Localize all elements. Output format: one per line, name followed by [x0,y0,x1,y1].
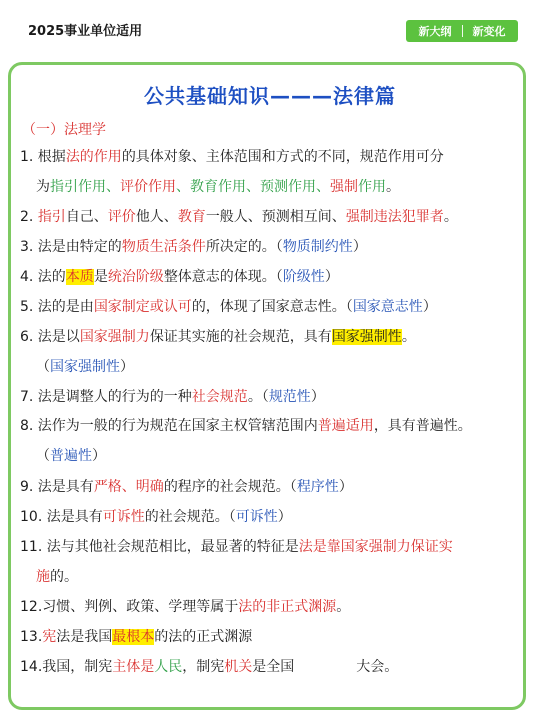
list-item-8-cont [36,446,540,466]
text: 的程序的社会规范。（ [163,479,297,495]
keyword: 教育作用 [190,179,246,195]
text: 、 [246,179,260,195]
header-tag-right: 新变化 [472,25,506,38]
text: 2. [20,209,38,225]
text: ） [422,299,437,315]
keyword: 严格、明确 [93,479,164,495]
keyword: 评价 [107,209,136,225]
list-item-9 [20,477,536,497]
text: 所决定的。（ [205,239,283,255]
text: 3. 法是由特定的 [20,239,122,255]
keyword: 国家强制力 [79,329,150,345]
text: 8. 法作为一般的行为规范在国家主权管辖范围内 [20,418,318,434]
text: ，具有普遍性。 [373,418,472,434]
list-item-7 [20,387,536,407]
keyword: 指引 [37,209,66,225]
keyword: 宪 [42,629,57,645]
text: 13. [20,629,43,645]
list-item-12 [20,597,536,617]
page-title: 公共基础知识———法律篇 [144,84,396,108]
list-item-1-cont [36,177,540,197]
text: ） [92,448,106,464]
keyword: 国家制定或认可 [93,299,192,315]
keyword: 强制违法犯罪者 [345,209,444,225]
list-item-11-cont [36,567,540,587]
keyword: 人民 [154,659,183,675]
text: 保证其实施的社会规范，具有 [149,329,332,345]
list-item-1 [20,147,536,167]
top-header [0,0,540,44]
list-item-8 [20,416,536,436]
text: ） [324,269,339,285]
text: 12.习惯、判例、政策、学理等属于 [20,599,239,615]
text: 5. 法的是由 [20,299,94,315]
list-item-6 [20,327,536,347]
keyword: 统治阶级 [107,269,164,285]
keyword: 评价作用 [120,179,176,195]
text: ） [338,479,353,495]
text: ） [120,359,134,375]
list-item-11 [20,537,536,557]
text: 是 [93,269,108,285]
list-item-5 [20,297,536,317]
keyword: 社会规范 [191,389,248,405]
keyword: 物质生活条件 [121,239,206,255]
text: 为 [36,179,50,195]
text: 他人、 [135,209,178,225]
text: 1. 根据 [20,149,66,165]
text: 6. 法是以 [20,329,80,345]
keyword: 本质 [65,269,94,285]
list-item-14 [20,657,536,677]
keyword: 阶级性 [282,269,325,285]
text: 10. 法是具有 [20,509,103,525]
keyword: 施 [36,569,50,585]
keyword: 国家强制性 [331,329,402,345]
list-item-13 [20,627,536,647]
keyword: 规范性 [268,389,311,405]
text: 4. 法的 [20,269,66,285]
text: 一般人、预测相互间、 [205,209,346,225]
list-item-3 [20,237,536,257]
keyword: 最根本 [112,629,155,645]
text: 。 [386,179,400,195]
text: 7. 法是调整人的行为的一种 [20,389,192,405]
keyword: 可诉性 [102,509,145,525]
text: 。 [401,329,416,345]
text: 11. 法与其他社会规范相比，最显著的特征是 [20,539,299,555]
keyword: 程序性 [296,479,339,495]
keyword: 法的非正式渊源 [238,599,337,615]
text: 整体意志的体现。（ [163,269,283,285]
header-label: 2025事业单位适用 [28,24,143,39]
text: 的法的正式渊源 [154,629,253,645]
text: ，制宪 [182,659,225,675]
keyword: 物质制约性 [282,239,353,255]
keyword: 法是靠国家强制力保证实 [298,539,453,555]
list-item-10 [20,507,536,527]
text: 大会。 [356,659,399,675]
text: （ [36,359,50,375]
keyword: 国家强制性 [50,359,120,375]
keyword: 主体是 [112,659,155,675]
text: 的，体现了国家意志性。（ [191,299,353,315]
text: 、 [176,179,190,195]
keyword: 普遍性 [50,448,92,464]
list-item-6-cont [36,357,540,377]
text: 的具体对象、主体范围和方式的不同，规范作用可分 [121,149,444,165]
text: 是全国 [252,659,295,675]
keyword: 强制 [330,179,358,195]
keyword: 可诉性 [235,509,278,525]
text: 的社会规范。（ [144,509,236,525]
keyword: 教育 [177,209,206,225]
tag-divider [462,25,463,37]
keyword: 作用 [358,179,386,195]
list-item-4 [20,267,536,287]
list-item-2 [20,207,536,227]
text: 。 [336,599,351,615]
text: 、 [316,179,330,195]
text: ） [310,389,325,405]
keyword: 机关 [224,659,253,675]
text: 14.我国，制宪 [20,659,113,675]
text: 。 [443,209,458,225]
keyword: 法的作用 [65,149,122,165]
text: 自己、 [65,209,108,225]
keyword: 指引作用 [50,179,106,195]
text: 。（ [247,389,269,405]
header-tag-left: 新大纲 [418,25,452,38]
text: ） [352,239,367,255]
section-heading: （一）法理学 [22,122,106,138]
text: 的。 [50,569,78,585]
text: 9. 法是具有 [20,479,94,495]
text: 法是我国 [56,629,113,645]
text: （ [36,448,50,464]
text: ） [277,509,292,525]
keyword: 普遍适用 [317,418,374,434]
keyword: 国家意志性 [352,299,423,315]
text: 、 [106,179,120,195]
keyword: 预测作用 [260,179,316,195]
header-tag [406,20,518,42]
